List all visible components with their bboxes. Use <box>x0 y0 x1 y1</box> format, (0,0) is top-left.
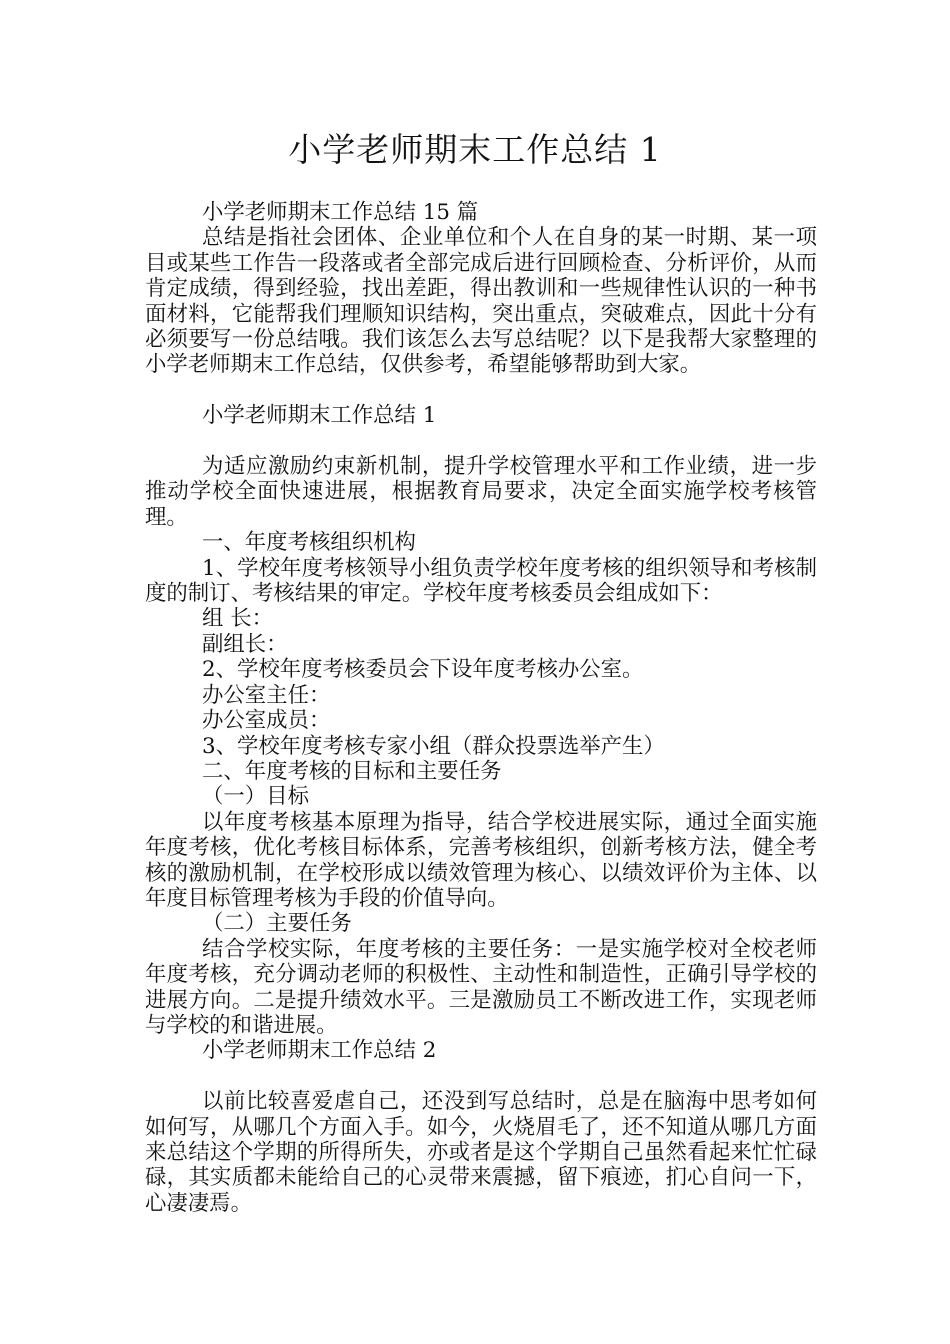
list-line: 组 长： <box>202 606 273 632</box>
body-paragraph: 以年度考核基本原理为指导，结合学校进展实际，通过全面实施年度考核，优化考核目标体系，完善考核组织，创新考核方法，健全考核的激励机制，在学校形成以绩效管理为核心、以绩效评价为主体、以年度目标管理考核为手段的价值导向。 <box>145 809 817 911</box>
heading-organization: 一、年度考核组织机构 <box>202 530 416 556</box>
subtitle-paragraph: 小学老师期末工作总结 15 篇 <box>202 200 479 225</box>
subheading-goal: （一）目标 <box>202 784 309 810</box>
body-paragraph: 为适应激励约束新机制，提升学校管理水平和工作业绩，进一步推动学校全面快速进展，根据教育局要求，决定全面实施学校考核管理。 <box>145 454 817 530</box>
list-line: 2、学校年度考核委员会下设年度考核办公室。 <box>202 657 644 683</box>
document-title: 小学老师期末工作总结 1 <box>288 130 662 169</box>
body-paragraph: 以前比较喜爱虐自己，还没到写总结时，总是在脑海中思考如何如何写，从哪几个方面入手。如今，火烧眉毛了，还不知道从哪几方面来总结这个学期的所得所失，亦或者是这个学期自己虽然看起来忙忙碌碌，其实质都未能给自己的心灵带来震撼，留下痕迹，扪心自问一下，心凄凄焉。 <box>145 1089 817 1216</box>
heading-goals: 二、年度考核的目标和主要任务 <box>202 758 502 784</box>
section-heading-1: 小学老师期末工作总结 1 <box>202 403 437 429</box>
body-paragraph: 结合学校实际，年度考核的主要任务：一是实施学校对全校老师年度考核，充分调动老师的积极性、主动性和制造性，正确引导学校的进展方向。二是提升绩效水平。三是激励员工不断改进工作，实现老师与学校的和谐进展。 <box>145 936 817 1038</box>
body-paragraph: 1、学校年度考核领导小组负责学校年度考核的组织领导和考核制度的制订、考核结果的审定。学校年度考核委员会组成如下： <box>145 555 817 607</box>
paragraph-spacer <box>145 1064 817 1089</box>
section-heading-2: 小学老师期末工作总结 2 <box>202 1038 437 1064</box>
subheading-tasks: （二）主要任务 <box>202 911 352 937</box>
list-line: 3、学校年度考核专家小组（群众投票选举产生） <box>202 733 665 759</box>
list-line: 副组长： <box>202 631 288 657</box>
paragraph-spacer <box>145 429 817 454</box>
paragraph-spacer <box>145 378 817 403</box>
list-line: 办公室主任： <box>202 682 331 708</box>
intro-paragraph: 总结是指社会团体、企业单位和个人在自身的某一时期、某一项目或某些工作告一段落或者全部完成后进行回顾检查、分析评价，从而肯定成绩，得到经验，找出差距，得出教训和一些规律性认识的一种书面材料，它能帮我们理顺知识结构，突出重点，突破难点，因此十分有必须要写一份总结哦。我们该怎么去写总结呢？以下是我帮大家整理的小学老师期末工作总结，仅供参考，希望能够帮助到大家。 <box>145 225 817 378</box>
list-line: 办公室成员： <box>202 708 331 734</box>
document-body <box>145 200 817 1216</box>
